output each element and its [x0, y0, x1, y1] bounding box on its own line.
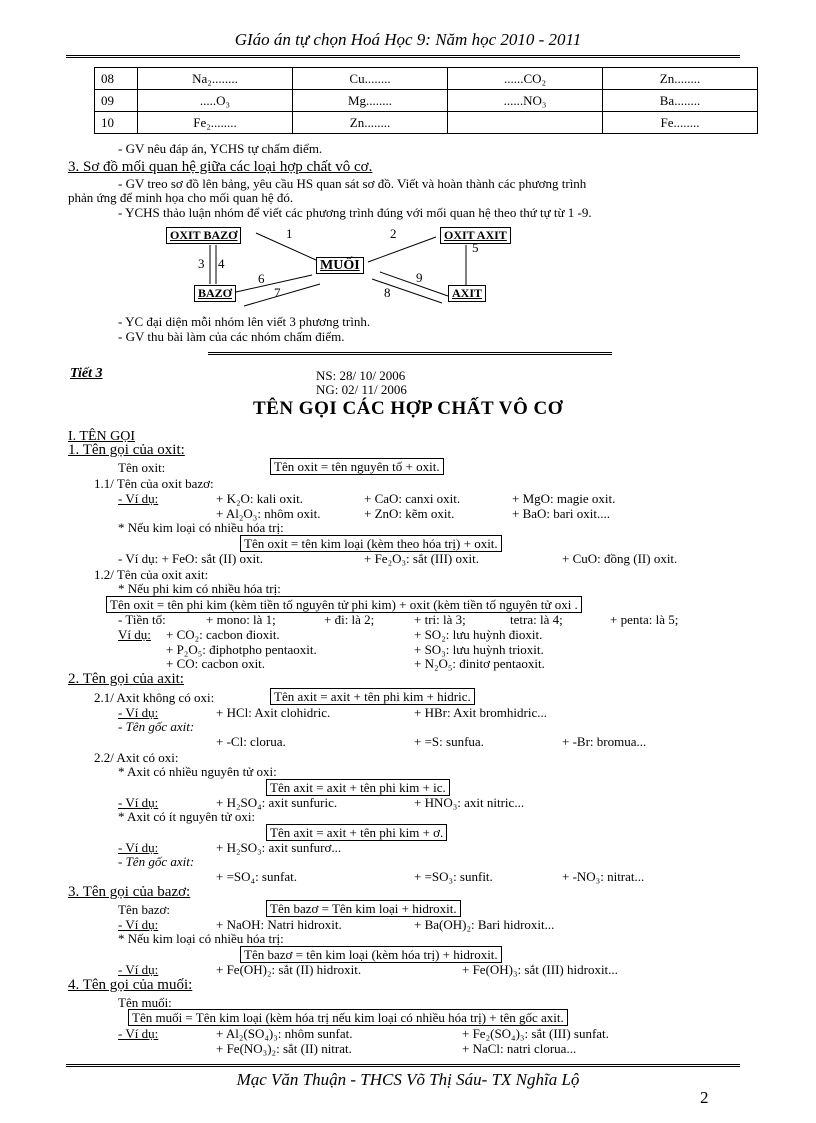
section-heading: 1. Tên gọi của oxit: [68, 442, 185, 458]
subheading: 1.2/ Tên của oxit axit: [94, 567, 209, 582]
example: tetra: là 4; [510, 612, 563, 627]
example: + -Br: bromua... [562, 734, 647, 749]
example: + P₂O₅: điphotpho pentaoxit. [166, 642, 317, 657]
label: Tên oxit: [118, 460, 166, 475]
arrow-label: 3 [198, 256, 205, 271]
page-title: TÊN GỌI CÁC HỢP CHẤT VÔ CƠ [252, 398, 563, 419]
formula-box: Tên axit = axit + tên phi kim + hidric. [270, 688, 475, 705]
label: - Tên gốc axit: [118, 719, 195, 734]
arrow-label: 9 [416, 270, 423, 285]
example: + CaO: canxi oxit. [364, 491, 461, 506]
example: + SO₃: lưu huỳnh trioxit. [414, 642, 544, 657]
example: + Al₂O₃: nhôm oxit. [216, 506, 321, 521]
example: + SO₂: lưu huỳnh đioxit. [414, 627, 543, 642]
footer-rule [66, 1064, 740, 1067]
note: * Nếu kim loại có nhiều hóa trị: [118, 931, 284, 946]
example: + H₂SO₄: axit sunfuric. [216, 795, 338, 810]
example: + Al₂(SO₄)₃: nhôm sunfat. [216, 1026, 353, 1041]
example: + NaCl: natri clorua... [462, 1041, 577, 1056]
label: Tên muối: [118, 995, 172, 1010]
arrow-label: 7 [274, 285, 281, 300]
lesson-label: Tiết 3 [70, 366, 103, 381]
formula-box: Tên bazơ = Tên kim loại + hidroxit. [266, 900, 461, 917]
example: + Ba(OH)₂: Bari hidroxit... [414, 917, 555, 932]
section-rule [208, 352, 612, 355]
example: + Fe(OH)₂: sắt (II) hidroxit. [216, 962, 362, 977]
example: + tri: là 3; [414, 612, 466, 627]
formula-box: Tên muối = Tên kim loại (kèm hóa trị nếu kim loại có nhiều hóa trị) + tên gốc axit. [128, 1009, 568, 1026]
example: + CuO: đồng (II) oxit. [562, 551, 678, 566]
label: - Ví dụ: [118, 962, 159, 977]
table-row: 10 Fe₂........ Zn........ Fe........ [95, 112, 758, 134]
example: - Ví dụ: + FeO: sắt (II) oxit. [118, 551, 264, 566]
date-ns: NS: 28/ 10/ 2006 [316, 368, 406, 383]
table-row: 08 Na₂........ Cu........ ......CO₂ Zn........ [95, 68, 758, 90]
label: Tên bazơ: [118, 902, 170, 917]
example: + penta: là 5; [610, 612, 679, 627]
example: + H₂SO₃: axit sunfurơ... [216, 840, 342, 855]
label: - Ví dụ: [118, 795, 159, 810]
node-axit: AXIT [448, 285, 486, 302]
node-bazo: BAZƠ [194, 285, 236, 302]
date-ng: NG: 02/ 11/ 2006 [316, 382, 407, 397]
example: + -Cl: clorua. [216, 734, 286, 749]
example: + K₂O: kali oxit. [216, 491, 303, 506]
note: * Nếu phi kim có nhiều hóa trị: [118, 581, 281, 596]
example: + N₂O₅: đinitơ pentaoxit. [414, 656, 545, 671]
note: * Axit có nhiều nguyên tử oxi: [118, 764, 277, 779]
example: + Fe₂O₃: sắt (III) oxit. [364, 551, 479, 566]
arrow-label: 1 [286, 226, 293, 241]
subheading: 1.1/ Tên của oxit bazơ: [94, 476, 214, 491]
text-line: phản ứng để minh họa cho mối quan hệ đó. [68, 190, 294, 205]
example: + MgO: magie oxit. [512, 491, 616, 506]
node-oxit-bazo: OXIT BAZƠ [166, 227, 241, 244]
example: + mono: là 1; [206, 612, 276, 627]
example: + Fe(NO₃)₂: sắt (II) nitrat. [216, 1041, 352, 1056]
formula-box: Tên oxit = tên phi kim (kèm tiền tố nguyên tử phi kim) + oxit (kèm tiền tố nguyên tử oxi . [106, 596, 582, 613]
label: - Ví dụ: [118, 491, 159, 506]
example: + ZnO: kẽm oxit. [364, 506, 455, 521]
label: - Tiền tố: [118, 612, 166, 627]
node-muoi: MUỐI [316, 257, 364, 274]
text-line: - YCHS thảo luận nhóm để viết các phương trình đúng với mối quan hệ theo thứ tự từ 1 -9. [118, 205, 592, 220]
formula-box: Tên axit = axit + tên phi kim + ơ. [266, 824, 447, 841]
node-oxit-axit: OXIT AXIT [440, 227, 511, 244]
arrow-label: 4 [218, 256, 225, 271]
subheading: 2.1/ Axit không có oxi: [94, 690, 215, 705]
page-header: GIáo án tự chọn Hoá Học 9: Năm học 2010 - 2011 [234, 30, 582, 49]
example: + Fe(OH)₃: sắt (III) hidroxit... [462, 962, 618, 977]
page-footer: Mạc Văn Thuận - THCS Võ Thị Sáu- TX Nghĩa Lộ [236, 1070, 580, 1089]
example: + =SO₄: sunfat. [216, 869, 297, 884]
text-line: - GV treo sơ đồ lên bảng, yêu cầu HS quan sát sơ đồ. Viết và hoàn thành các phương trình [118, 176, 587, 191]
arrow-8 [372, 279, 442, 303]
example: + =SO₃: sunfit. [414, 869, 493, 884]
note: * Nếu kim loại có nhiều hóa trị: [118, 520, 284, 535]
label: - Ví dụ: [118, 705, 159, 720]
example: + CO₂: cacbon đioxit. [166, 627, 280, 642]
arrow-label: 6 [258, 271, 265, 286]
label: - Tên gốc axit: [118, 854, 195, 869]
arrow-label: 5 [472, 240, 479, 255]
section-heading: 2. Tên gọi của axit: [68, 671, 184, 687]
example: + CO: cacbon oxit. [166, 656, 266, 671]
label: Ví dụ: [118, 627, 151, 642]
formula-box: Tên oxit = tên nguyên tố + oxit. [270, 458, 444, 475]
label: - Ví dụ: [118, 840, 159, 855]
subheading: 2.2/ Axit có oxi: [94, 750, 179, 765]
section-heading: 4. Tên gọi của muối: [68, 977, 193, 993]
example: + HCl: Axit clohidric. [216, 705, 331, 720]
example: + HBr: Axit bromhidric... [414, 705, 547, 720]
text-line: - GV thu bài làm của các nhóm chấm điểm. [118, 329, 345, 344]
example: + đi: là 2; [324, 612, 375, 627]
section-heading: 3. Tên gọi của bazơ: [68, 884, 191, 900]
section-heading: I. TÊN GỌI [68, 429, 136, 444]
formula-box: Tên oxit = tên kim loại (kèm theo hóa trị) + oxit. [240, 535, 502, 552]
example: + NaOH: Natri hidroxit. [216, 917, 342, 932]
label: - Ví dụ: [118, 917, 159, 932]
formula-box: Tên bazơ = tên kim loại (kèm hóa trị) + hidroxit. [240, 946, 502, 963]
relation-diagram [0, 0, 816, 320]
text-line: - GV nêu đáp án, YCHS tự chấm điểm. [118, 141, 323, 156]
label: - Ví dụ: [118, 1026, 159, 1041]
arrow-label: 8 [384, 285, 391, 300]
text-line: - YC đại diện mỗi nhóm lên viết 3 phương trình. [118, 314, 371, 329]
example: + Fe₂(SO₄)₃: sắt (III) sunfat. [462, 1026, 609, 1041]
arrow-2 [368, 237, 436, 262]
table-row: 09 .....O₃ Mg........ ......NO₃ Ba........ [95, 90, 758, 112]
example: + -NO₃: nitrat... [562, 869, 645, 884]
note: * Axit có ít nguyên tử oxi: [118, 809, 256, 824]
formula-box: Tên axit = axit + tên phi kim + ic. [266, 779, 450, 796]
example: + =S: sunfua. [414, 734, 484, 749]
page-number: 2 [700, 1088, 709, 1107]
example: + BaO: bari oxit.... [512, 506, 610, 521]
section-heading: 3. Sơ đồ mối quan hệ giữa các loại hợp chất vô cơ. [68, 159, 373, 175]
example: + HNO₃: axit nitric... [414, 795, 525, 810]
arrow-label: 2 [390, 226, 397, 241]
